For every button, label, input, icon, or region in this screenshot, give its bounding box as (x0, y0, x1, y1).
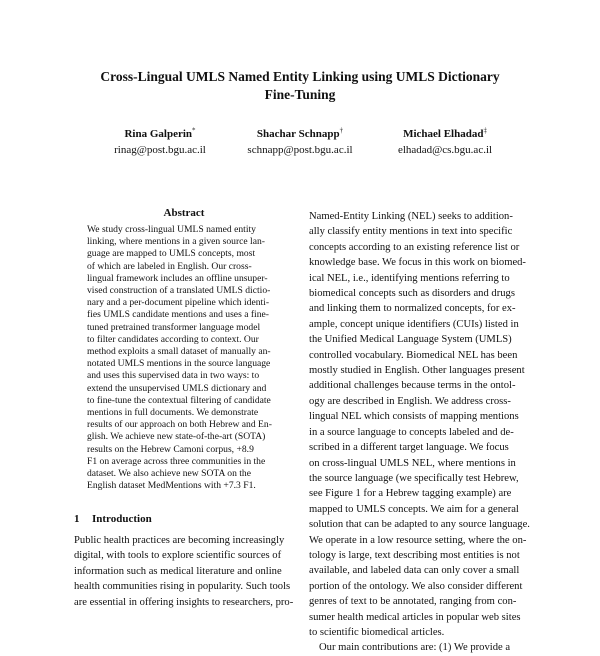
intro-line: are essential in offering insights to researchers, pro- (74, 596, 294, 608)
intro-line: information such as medical literature and online (74, 565, 282, 577)
body-line: available, and labeled data can only cover a small (309, 565, 520, 577)
abstract-line: to filter candidates according to context. Our (87, 333, 259, 345)
body-line: portion of the ontology. We also consider different (309, 580, 523, 592)
body-line: mostly studied in English. Other languages present (309, 365, 525, 377)
section-number: 1 (74, 513, 80, 525)
abstract-line: of which are labeled in English. Our cross- (87, 260, 252, 272)
abstract-line: English dataset MedMentions with +7.3 F1. (87, 480, 256, 492)
body-line: to scientific biomedical articles. (309, 626, 445, 638)
body-line: in a source language to concepts labeled and de- (309, 426, 514, 438)
body-line: tology is large, text describing most entities is not (309, 549, 520, 561)
section-title: Introduction (92, 513, 152, 525)
abstract-line: results of our approach on both Hebrew and En- (87, 419, 272, 431)
title-line: Fine-Tuning (264, 87, 336, 102)
abstract-line: method exploits a small dataset of manually an- (87, 346, 271, 358)
author-name: Michael Elhadad (403, 128, 484, 140)
introduction-body (74, 533, 296, 610)
body-line: Named-Entity Linking (NEL) seeks to addition- (309, 211, 513, 222)
body-line: concepts according to an existing reference list or (309, 241, 520, 253)
abstract-line: We study cross-lingual UMLS named entity (87, 224, 256, 235)
author-footnote-mark: ‡ (483, 126, 487, 135)
abstract-body (87, 224, 275, 492)
abstract-line: fies UMLS candidate mentions and uses a fine- (87, 309, 269, 321)
body-line: We operate in a low resource setting, where the on- (309, 534, 527, 546)
body-line: biomedical concepts such as disorders and drugs (309, 288, 515, 300)
abstract-line: extend the unsupervised UMLS dictionary and (87, 382, 267, 394)
body-line: ample, concept unique identifiers (CUIs) listed in (309, 318, 519, 330)
abstract-line: lingual framework includes an offline unsuper- (87, 272, 268, 284)
title-line: Cross-Lingual UMLS Named Entity Linking using UMLS Dictionary (100, 69, 500, 84)
abstract-line: results on the Hebrew Camoni corpus, +8.9 (87, 443, 254, 455)
body-line: Our main contributions are: (1) We provide a (319, 642, 511, 654)
body-line: see Figure 1 for a Hebrew tagging example) are (309, 488, 512, 500)
abstract-line: mentions in full documents. We demonstrate (87, 407, 259, 419)
abstract-line: and uses this supervised data in two ways: to (87, 370, 260, 382)
right-column-body (309, 209, 531, 656)
body-line: ogy are described in English. We address cross- (309, 395, 511, 407)
abstract-line: dataset. We also achieve new SOTA on the (87, 468, 251, 480)
author-email: schnapp@post.bgu.ac.il (247, 144, 353, 156)
author-name: Shachar Schnapp (256, 128, 340, 140)
abstract-line: nary and a per-document pipeline which identi- (87, 297, 270, 309)
body-line: knowledge base. We focus in this work on biomed- (309, 257, 526, 269)
section-heading (74, 513, 294, 525)
intro-line: health communities rising in popularity. Such tools (74, 581, 291, 593)
body-line: and linking them to normalized concepts, for ex- (309, 303, 516, 315)
body-line: additional challenges because terms in the ontol- (309, 380, 516, 392)
body-line: lingual NEL which consists of mapping mentions (309, 411, 519, 423)
body-line: ally classify entity mentions in text into specific (309, 226, 513, 238)
body-line: ical NEL, i.e., identifying mentions referring to (309, 272, 510, 284)
abstract-line: to fine-tune the contextual filtering of candidate (87, 394, 271, 406)
author-block (355, 126, 535, 158)
abstract-line: tuned pretrained transformer language model (87, 321, 261, 333)
author-footnote-mark: † (339, 126, 344, 135)
abstract-line: linking, where mentions in a given source lan- (87, 236, 265, 248)
abstract-heading: Abstract (163, 207, 205, 219)
author-email: elhadad@cs.bgu.ac.il (397, 144, 493, 156)
author-email: rinag@post.bgu.ac.il (114, 144, 206, 156)
body-line: the Unified Medical Language System (UMLS) (309, 334, 512, 346)
body-line: sumer health medical articles in popular web sites (309, 611, 521, 623)
body-line: mapped to UMLS concepts. We aim for a general (309, 503, 519, 515)
intro-line: digital, with tools to explore scientific sources of (74, 550, 282, 562)
abstract-line: guage are mapped to UMLS concepts, most (87, 248, 256, 260)
abstract-line: notated UMLS mentions in the source language (87, 358, 271, 370)
body-line: genres of text to be annotated, ranging from con- (309, 596, 517, 608)
author-footnote-mark: * (192, 126, 196, 135)
intro-line: Public health practices are becoming increasingly (74, 535, 285, 546)
body-line: solution that can be adapted to any source language. (309, 519, 530, 531)
body-line: scribed in a different target language. We focus (309, 442, 509, 454)
body-line: on cross-lingual UMLS NEL, where mentions in (309, 457, 516, 469)
paper-title (60, 68, 540, 104)
author-name: Rina Galperin (124, 128, 193, 140)
body-line: controlled vocabulary. Biomedical NEL has been (309, 349, 518, 361)
abstract-line: F1 on average across three communities in the (87, 455, 266, 467)
abstract-line: glish. We achieve new state-of-the-art (SOTA) (87, 431, 266, 443)
abstract-line: vised construction of a translated UMLS dictio- (87, 285, 271, 297)
body-line: the source language (we specifically test Hebrew, (309, 472, 519, 484)
